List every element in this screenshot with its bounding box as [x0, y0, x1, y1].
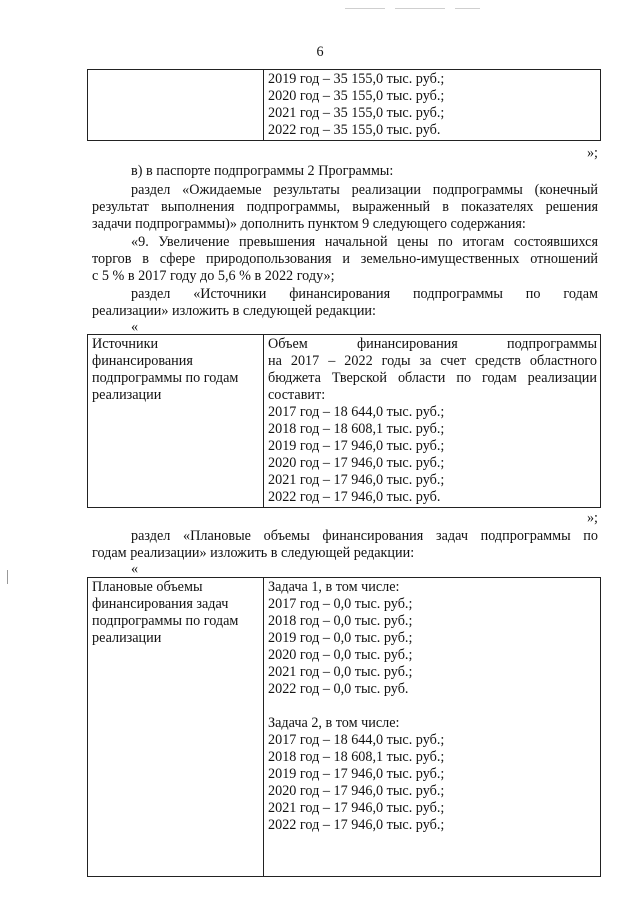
year-line: 2018 год – 0,0 тыс. руб.;	[268, 613, 413, 629]
year-line: 2022 год – 17 946,0 тыс. руб.;	[268, 817, 445, 833]
year-line: 2020 год – 17 946,0 тыс. руб.;	[268, 455, 445, 471]
text-line: реализации» изложить в следующей редакции:	[92, 303, 376, 319]
text-line: бюджета Тверской области по годам реализации	[268, 370, 597, 386]
label-line: Источники	[92, 336, 159, 352]
text-line: раздел «Плановые объемы финансирования задач подпрограммы по	[131, 528, 598, 544]
text-line: раздел «Источники финансирования подпрограммы по годам	[131, 286, 598, 302]
label-line: финансирования	[92, 353, 193, 369]
year-line: 2021 год – 17 946,0 тыс. руб.;	[268, 800, 445, 816]
scan-artifact-top	[345, 8, 385, 9]
closing-quote: »;	[586, 145, 598, 161]
task-title: Задача 2, в том числе:	[268, 715, 400, 731]
year-line: 2021 год – 17 946,0 тыс. руб.;	[268, 472, 445, 488]
paragraph-razdel-sources	[92, 286, 598, 320]
table-cell-left	[88, 578, 264, 877]
year-line: 2019 год – 35 155,0 тыс. руб.;	[268, 71, 445, 87]
text-line: задачи подпрограммы)» дополнить пунктом 9 следующего содержания:	[92, 216, 526, 232]
text-line: результат выполнения подпрограммы, выраженный в показателях решения	[92, 199, 598, 215]
text-line: раздел «Ожидаемые результаты реализации подпрограммы (конечный	[131, 182, 598, 198]
year-line: 2022 год – 35 155,0 тыс. руб.	[268, 122, 441, 138]
table-row	[88, 578, 601, 877]
text-line: торгов в сфере природопользования и земельно-имущественных отношений	[92, 251, 598, 267]
table-funding-sources	[87, 334, 601, 508]
text-line: годам реализации» изложить в следующей редакции:	[92, 545, 415, 561]
table-planned-volumes	[87, 577, 601, 877]
year-line: 2021 год – 0,0 тыс. руб.;	[268, 664, 413, 680]
paragraph-razdel-planned	[92, 528, 598, 562]
year-line: 2020 год – 35 155,0 тыс. руб.;	[268, 88, 445, 104]
year-line: 2020 год – 17 946,0 тыс. руб.;	[268, 783, 445, 799]
year-line: 2019 год – 17 946,0 тыс. руб.;	[268, 438, 445, 454]
text-line: Объем финансирования подпрограммы	[268, 336, 597, 352]
paragraph-item-9	[92, 234, 598, 285]
label-line: реализации	[92, 630, 162, 646]
text-line: составит:	[268, 387, 326, 403]
paragraph-v: в) в паспорте подпрограммы 2 Программы:	[131, 163, 394, 179]
table-cell-left	[88, 335, 264, 508]
task-title: Задача 1, в том числе:	[268, 579, 400, 595]
paragraph-razdel-results	[92, 182, 598, 233]
label-line: финансирования задач	[92, 596, 229, 612]
closing-quote: »;	[586, 510, 598, 526]
year-line: 2017 год – 18 644,0 тыс. руб.;	[268, 732, 445, 748]
page-number: 6	[316, 44, 324, 60]
table-cell-right	[264, 70, 601, 141]
scan-artifact-top	[395, 8, 445, 9]
table-row	[88, 335, 601, 508]
opening-quote: «	[131, 561, 139, 577]
year-line: 2017 год – 18 644,0 тыс. руб.;	[268, 404, 445, 420]
opening-quote: «	[131, 319, 139, 335]
label-line: подпрограммы по годам	[92, 613, 239, 629]
year-line: 2017 год – 0,0 тыс. руб.;	[268, 596, 413, 612]
year-line: 2019 год – 17 946,0 тыс. руб.;	[268, 766, 445, 782]
table-funding-continuation	[87, 69, 601, 141]
year-line: 2022 год – 17 946,0 тыс. руб.	[268, 489, 441, 505]
year-line: 2022 год – 0,0 тыс. руб.	[268, 681, 409, 697]
label-line: подпрограммы по годам	[92, 370, 239, 386]
year-line: 2018 год – 18 608,1 тыс. руб.;	[268, 749, 445, 765]
table-cell-left	[88, 70, 264, 141]
year-line: 2021 год – 35 155,0 тыс. руб.;	[268, 105, 445, 121]
year-line: 2019 год – 0,0 тыс. руб.;	[268, 630, 413, 646]
blank-line	[268, 698, 597, 715]
scan-artifact-top	[455, 8, 480, 9]
table-row	[88, 70, 601, 141]
scan-edge-mark	[7, 570, 8, 584]
year-line: 2020 год – 0,0 тыс. руб.;	[268, 647, 413, 663]
text-line: с 5 % в 2017 году до 5,6 % в 2022 году»;	[92, 268, 335, 284]
label-line: реализации	[92, 387, 162, 403]
year-line: 2018 год – 18 608,1 тыс. руб.;	[268, 421, 445, 437]
label-line: Плановые объемы	[92, 579, 203, 595]
table-cell-right	[264, 578, 601, 877]
table-cell-right	[264, 335, 601, 508]
text-line: на 2017 – 2022 годы за счет средств областного	[268, 353, 597, 369]
text-line: «9. Увеличение превышения начальной цены по итогам состоявшихся	[131, 234, 598, 250]
